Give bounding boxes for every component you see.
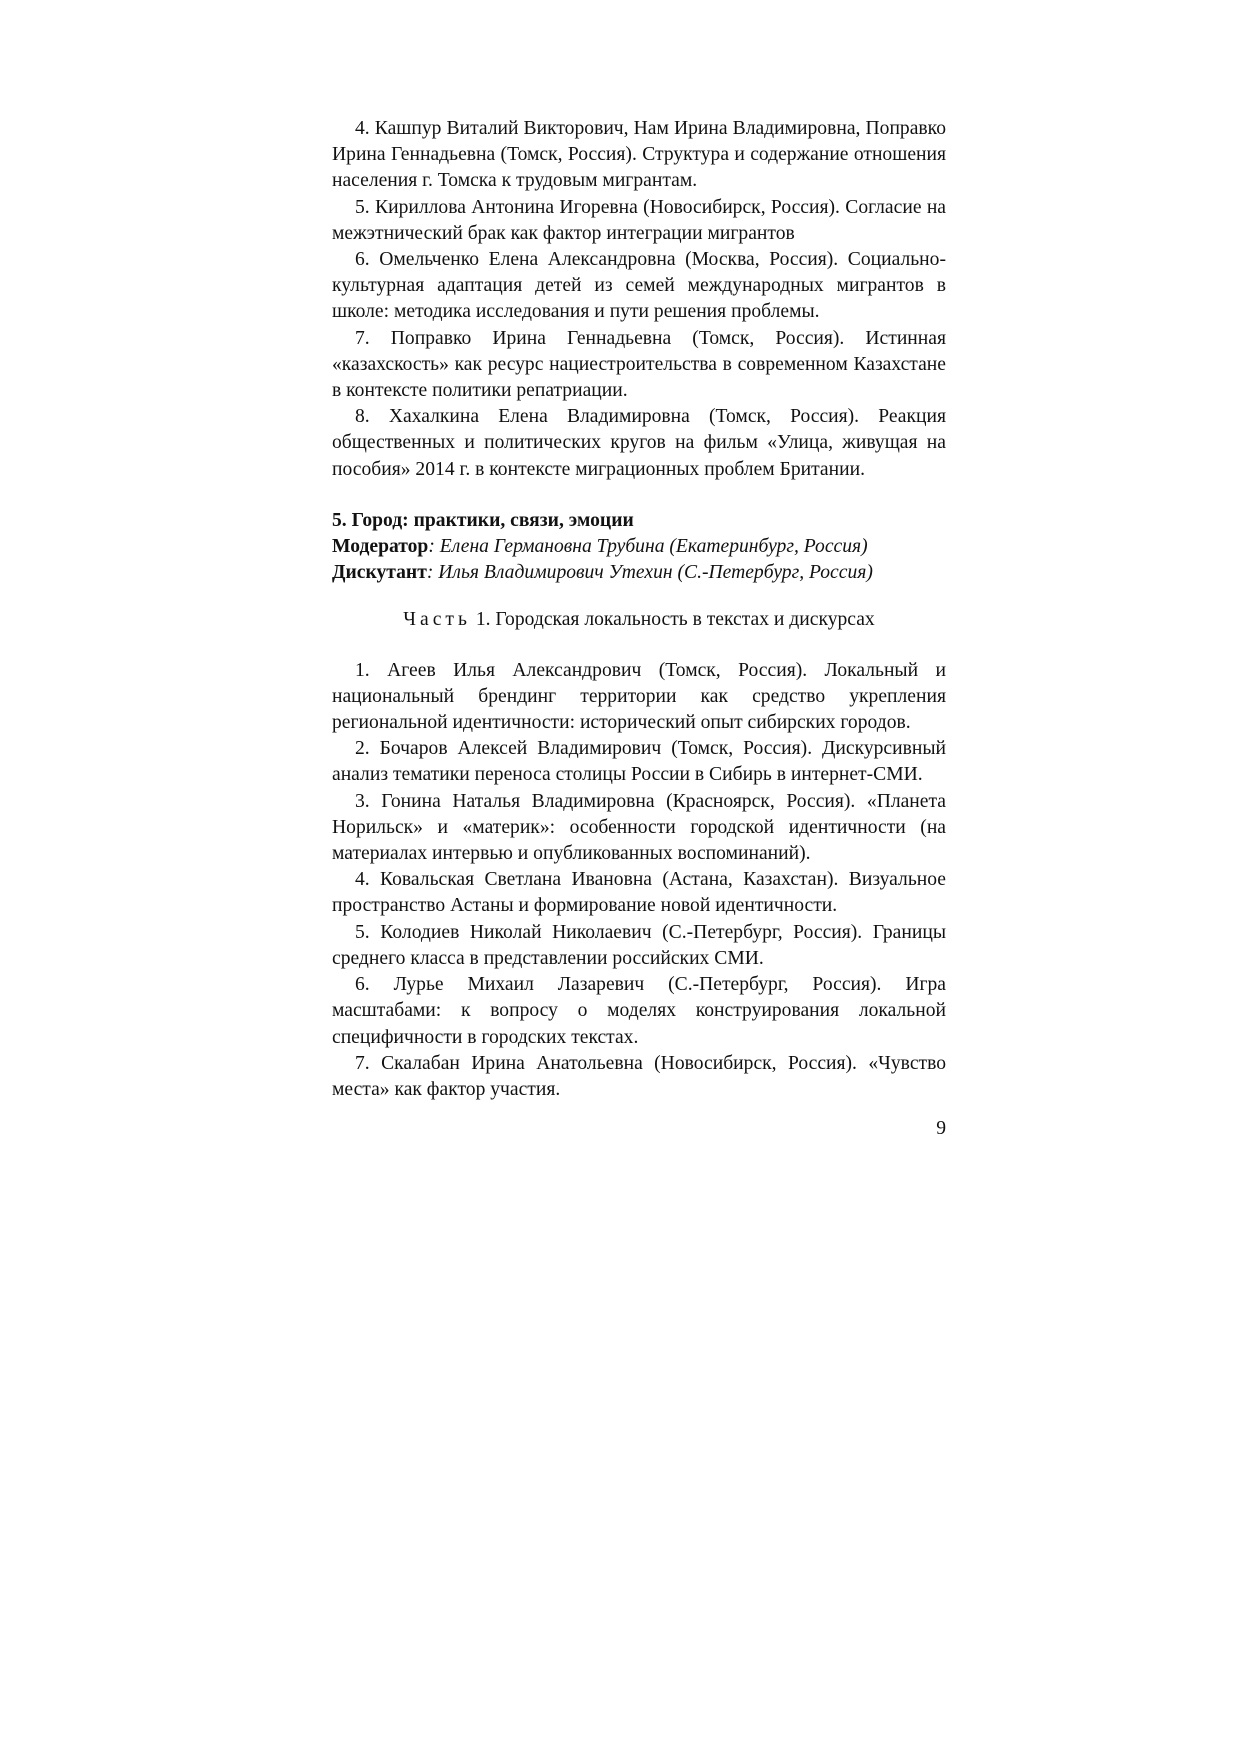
moderator-name: : Елена Германовна Трубина (Екатеринбург, Россия) [428,536,868,558]
discussant-name: : Илья Владимирович Утехин (С.-Петербург, Россия) [426,562,873,584]
discussant-line [332,560,946,586]
list-item: 6. Омельченко Елена Александровна (Москва, Россия). Социально-культурная адаптация детей из семей международных мигрантов в школе: методика исследования и пути решения проблемы. [332,249,946,323]
part-title: 1. Городская локальность в текстах и дискурсах [470,609,875,631]
list-item: 7. Поправко Ирина Геннадьевна (Томск, Россия). Истинная «казахскость» как ресурс нациестроительства в современном Казахстане в контексте политики репатриации. [332,327,946,402]
list-item: 7. Скалабан Ирина Анатольевна (Новосибирск, Россия). «Чувство места» как фактор участия. [332,1052,946,1100]
section-title: 5. Город: практики, связи, эмоции [332,509,634,531]
list-item: 4. Кашпур Виталий Викторович, Нам Ирина Владимировна, Поправко Ирина Геннадьевна (Томск, Россия). Структура и содержание отношения населения г. Томска к трудовым мигрантам. [332,118,946,192]
moderator-line [332,534,946,560]
list-item: 2. Бочаров Алексей Владимирович (Томск, Россия). Дискурсивный анализ тематики переноса столицы России в Сибирь в интернет-СМИ. [332,738,946,786]
moderator-label: Модератор [332,536,429,558]
text-column [332,116,946,1142]
list-item: 4. Ковальская Светлана Ивановна (Астана, Казахстан). Визуальное пространство Астаны и формирование новой идентичности. [332,869,946,917]
page-number: 9 [936,1118,946,1140]
list-item: 5. Колодиев Николай Николаевич (С.-Петербург, Россия). Границы среднего класса в представлении российских СМИ. [332,921,946,969]
top-item-list [332,116,946,483]
discussant-label: Дискутант [332,562,427,584]
list-item: 5. Кириллова Антонина Игоревна (Новосибирск, Россия). Согласие на межэтнический брак как фактор интеграции мигрантов [332,196,947,244]
list-item: 8. Хахалкина Елена Владимировна (Томск, Россия). Реакция общественных и политических кругов на фильм «Улица, живущая на пособия» 2014 г. в контексте миграционных проблем Британии. [332,406,946,480]
list-item: 3. Гонина Наталья Владимировна (Красноярск, Россия). «Планета Норильск» и «материк»: особенности городской идентичности (на материалах интервью и опубликованных воспоминаний). [332,790,946,865]
part-label: Часть [403,609,471,631]
list-item: 6. Лурье Михаил Лазаревич (С.-Петербург, Россия). Игра масштабами: к вопросу о моделях конструирования локальной специфичности в городских текстах. [332,974,946,1048]
list-item: 1. Агеев Илья Александрович (Томск, Россия). Локальный и национальный брендинг территории как средство укрепления региональной идентичности: исторический опыт сибирских городов. [332,659,946,734]
part-item-list [332,658,946,1103]
part-heading [332,607,946,633]
